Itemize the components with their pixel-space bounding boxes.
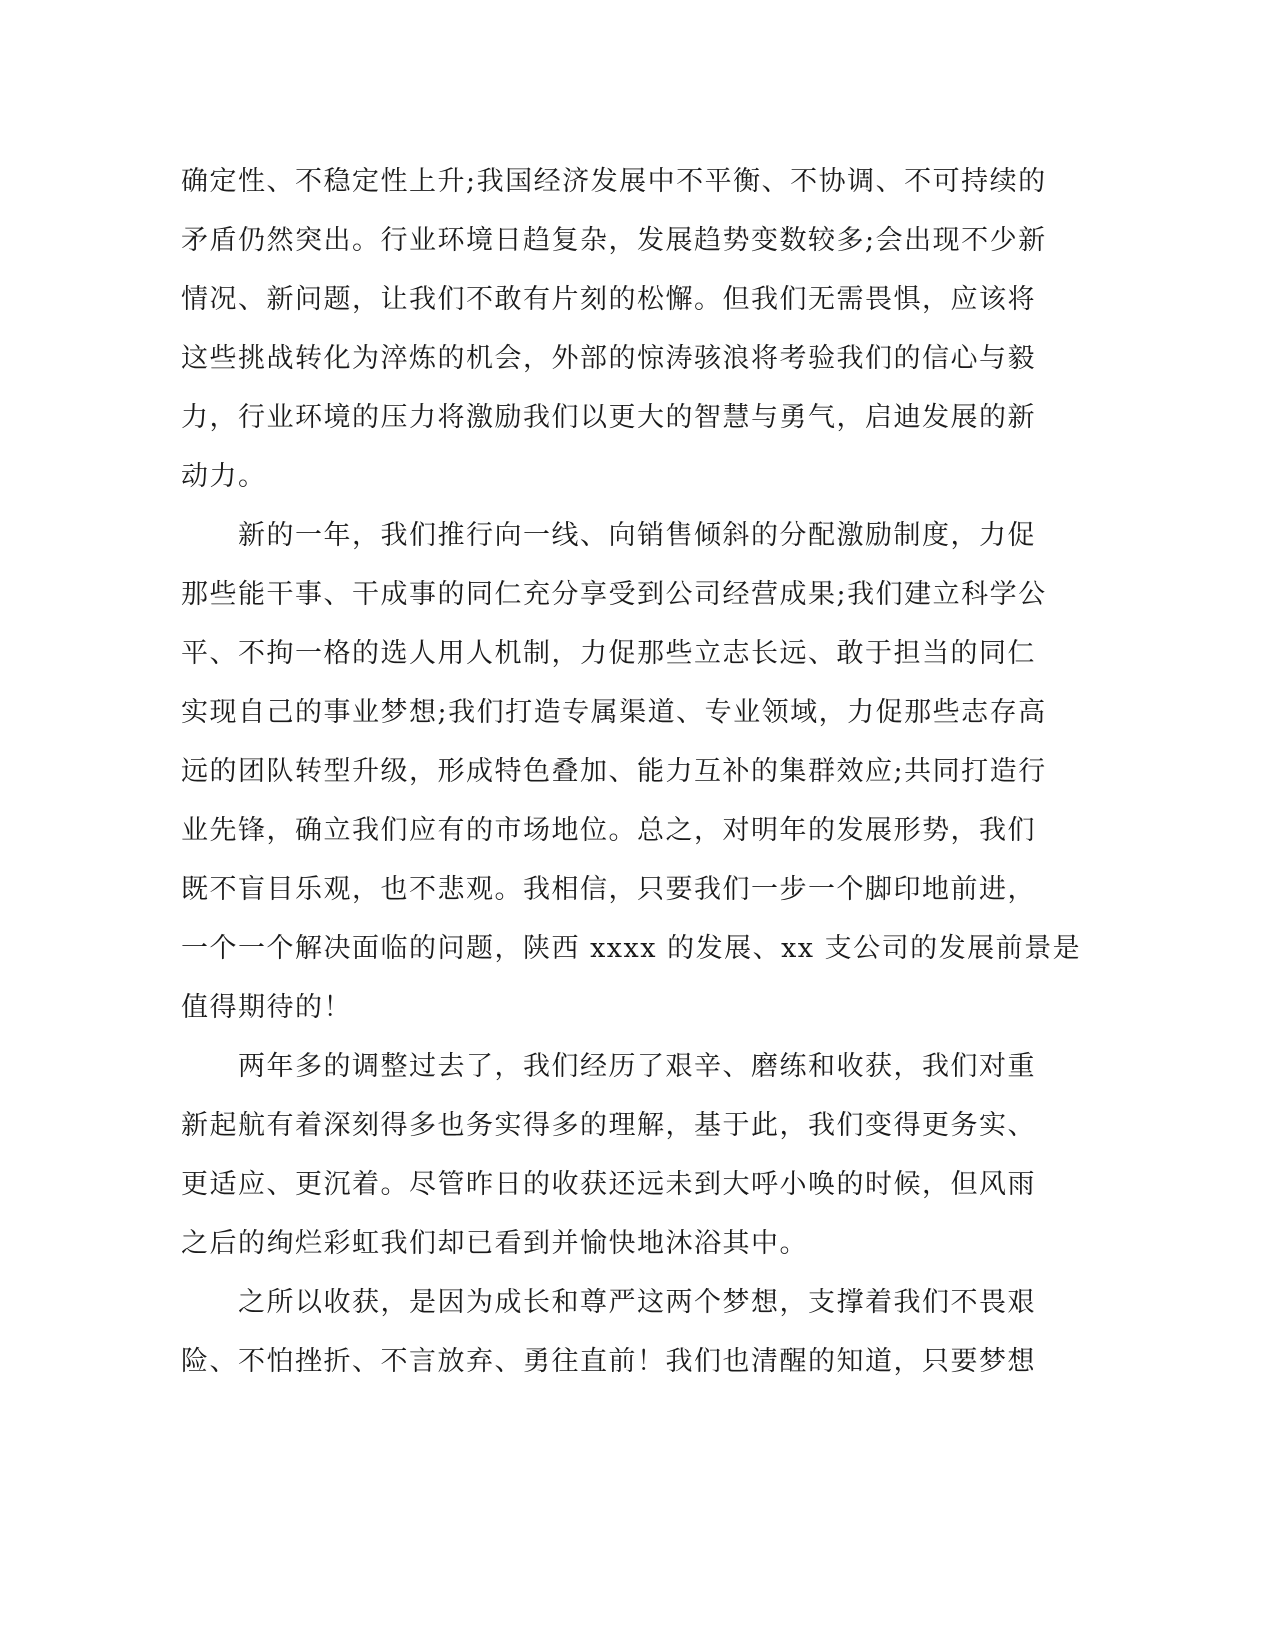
paragraph bbox=[181, 512, 1082, 1043]
text-line: 之后的绚烂彩虹我们却已看到并愉快地沐浴其中。 bbox=[181, 1228, 808, 1259]
text-line: 远的团队转型升级，形成特色叠加、能力互补的集群效应;共同打造行 bbox=[181, 756, 1047, 787]
text-line: 实现自己的事业梦想;我们打造专属渠道、专业领域，力促那些志存高 bbox=[181, 697, 1047, 728]
text-line: 两年多的调整过去了，我们经历了艰辛、磨练和收获，我们对重 bbox=[181, 1051, 1036, 1082]
text-line: 矛盾仍然突出。行业环境日趋复杂，发展趋势变数较多;会出现不少新 bbox=[181, 225, 1047, 256]
document-body bbox=[181, 158, 1082, 1397]
paragraph bbox=[181, 158, 1047, 512]
text-line: 业先锋，确立我们应有的市场地位。总之，对明年的发展形势，我们 bbox=[181, 815, 1036, 846]
text-line: 力，行业环境的压力将激励我们以更大的智慧与勇气，启迪发展的新 bbox=[181, 402, 1036, 433]
text-line: 这些挑战转化为淬炼的机会，外部的惊涛骇浪将考验我们的信心与毅 bbox=[181, 343, 1036, 374]
paragraph bbox=[181, 1279, 1041, 1397]
text-line: 情况、新问题，让我们不敢有片刻的松懈。但我们无需畏惧，应该将 bbox=[181, 284, 1036, 315]
paragraph bbox=[181, 1043, 1041, 1279]
text-line: 值得期待的！ bbox=[181, 992, 352, 1023]
text-line: 更适应、更沉着。尽管昨日的收获还远未到大呼小唤的时候，但风雨 bbox=[181, 1169, 1036, 1200]
text-line: 动力。 bbox=[181, 461, 267, 492]
text-line: 新的一年，我们推行向一线、向销售倾斜的分配激励制度，力促 bbox=[181, 520, 1036, 551]
text-line: 确定性、不稳定性上升;我国经济发展中不平衡、不协调、不可持续的 bbox=[181, 166, 1047, 197]
text-line: 既不盲目乐观，也不悲观。我相信，只要我们一步一个脚印地前进， bbox=[181, 874, 1036, 905]
text-line: 平、不拘一格的选人用人机制，力促那些立志长远、敢于担当的同仁 bbox=[181, 638, 1036, 669]
text-line: 新起航有着深刻得多也务实得多的理解，基于此，我们变得更务实、 bbox=[181, 1110, 1036, 1141]
text-line: 之所以收获，是因为成长和尊严这两个梦想，支撑着我们不畏艰 bbox=[181, 1287, 1036, 1318]
text-line: 一个一个解决面临的问题，陕西 xxxx 的发展、xx 支公司的发展前景是 bbox=[181, 933, 1082, 964]
text-line: 险、不怕挫折、不言放弃、勇往直前！我们也清醒的知道，只要梦想 bbox=[181, 1346, 1036, 1377]
text-line: 那些能干事、干成事的同仁充分享受到公司经营成果;我们建立科学公 bbox=[181, 579, 1047, 610]
